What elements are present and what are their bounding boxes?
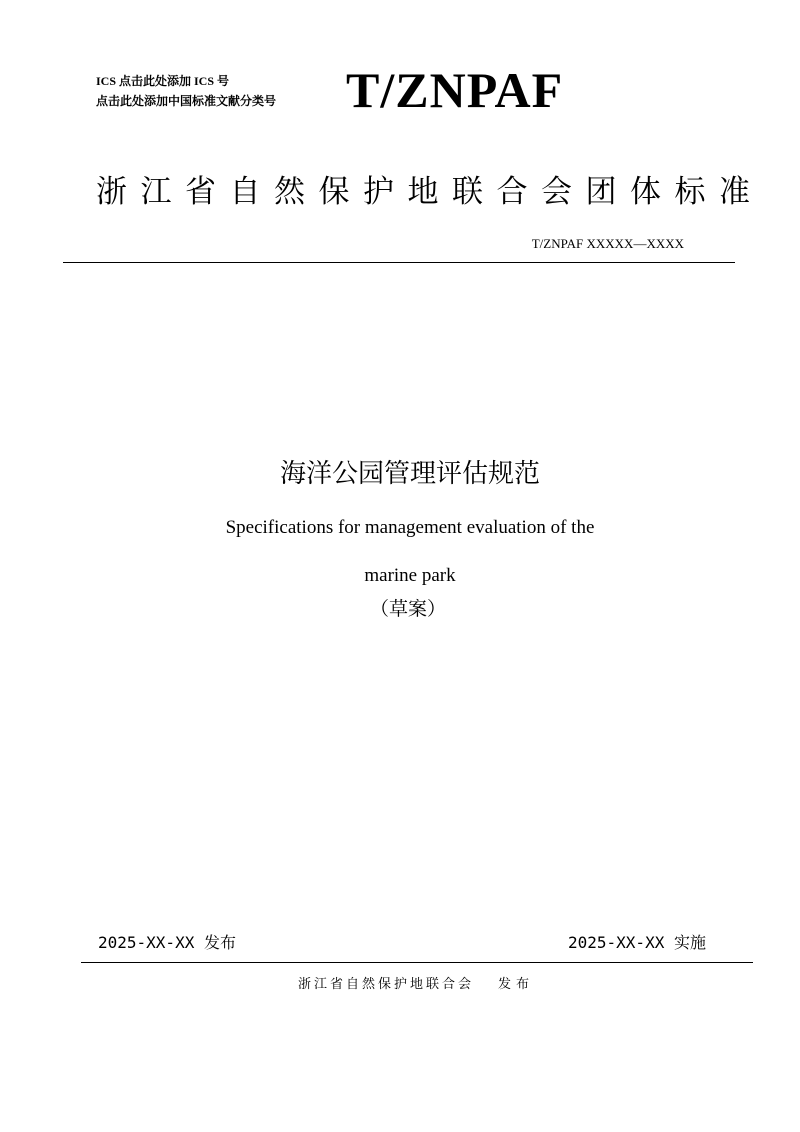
issue-date: 2025-XX-XX 发布 bbox=[98, 933, 236, 952]
footer-divider bbox=[81, 962, 753, 963]
document-title-chinese: 海洋公园管理评估规范 bbox=[279, 459, 540, 489]
ics-code: ICS 点击此处添加 ICS 号 bbox=[96, 74, 230, 88]
draft-label: （草案） bbox=[369, 598, 446, 620]
published-by-label: 发布 bbox=[498, 977, 535, 992]
document-title-english-line-1: Specifications for management evaluation of the bbox=[225, 517, 595, 538]
organization-title: 浙江省自然保护地联合会团体标准 bbox=[96, 174, 764, 210]
ccs-classification: 点击此处添加中国标准文献分类号 bbox=[96, 94, 277, 108]
header-divider bbox=[63, 262, 735, 263]
publisher-name: 浙江省自然保护地联合会 bbox=[298, 977, 475, 992]
standard-logo: T/ZNPAF bbox=[346, 62, 564, 118]
standard-number: T/ZNPAF XXXXX—XXXX bbox=[531, 236, 684, 251]
document-title-english-line-2: marine park bbox=[364, 565, 456, 586]
implementation-date: 2025-XX-XX 实施 bbox=[568, 933, 706, 952]
